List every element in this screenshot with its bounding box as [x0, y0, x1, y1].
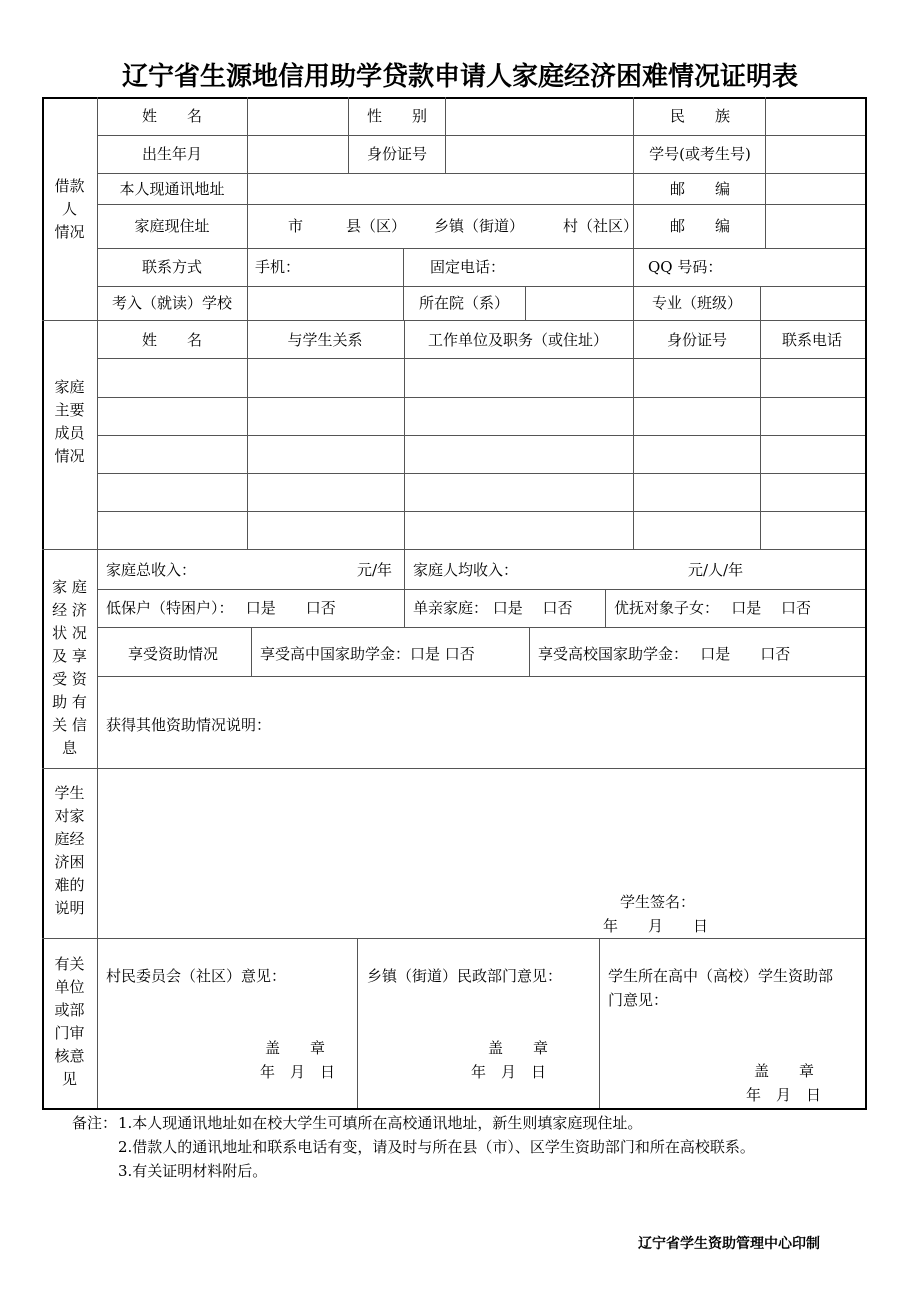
member-name-field[interactable]	[98, 436, 246, 472]
member-relation-field[interactable]	[248, 436, 403, 472]
member-name-field[interactable]	[98, 512, 246, 548]
label-other-aid: 获得其他资助情况说明：	[106, 716, 272, 734]
family-header-relation: 与学生关系	[287, 331, 363, 349]
member-work-field[interactable]	[405, 398, 632, 434]
table-rule	[42, 768, 865, 769]
ethnicity-field[interactable]	[766, 98, 864, 134]
label-avg-income: 家庭人均收入：	[413, 561, 519, 579]
table-rule	[97, 286, 865, 287]
avg-income-unit: 元/人/年	[688, 561, 744, 579]
member-name-field[interactable]	[98, 359, 246, 396]
label-postcode: 邮 编	[669, 180, 731, 198]
member-phone-field[interactable]	[761, 474, 864, 510]
member-phone-field[interactable]	[761, 512, 864, 548]
section-label-economy: 家 庭 经 济 状 况 及 享 受 资 助 有 关 信 息	[52, 578, 87, 757]
label-name: 姓 名	[141, 107, 203, 125]
label-birth: 出生年月	[141, 145, 203, 163]
statement-field[interactable]	[100, 772, 860, 882]
table-rule	[404, 549, 405, 627]
label-home: 家庭现住址	[134, 217, 210, 235]
member-id-field[interactable]	[634, 436, 759, 472]
home-county: 县（区）	[346, 217, 407, 235]
note-item-3: 3.有关证明材料附后。	[118, 1162, 268, 1180]
label-school-opinion-2: 门意见：	[608, 991, 669, 1009]
label-contact: 联系方式	[141, 258, 203, 276]
table-rule	[97, 204, 865, 205]
section-label-statement: 学生 对家 庭经 济困 难的 说明	[54, 784, 85, 917]
label-school-opinion: 学生所在高中（高校）学生资助部	[608, 967, 834, 985]
postcode-2-field[interactable]	[766, 205, 864, 247]
town-seal: 盖 章	[488, 1039, 549, 1057]
table-rule	[97, 248, 865, 249]
birth-field[interactable]	[248, 136, 347, 172]
village-date: 年 月 日	[260, 1063, 336, 1081]
member-phone-field[interactable]	[761, 436, 864, 472]
table-rule	[403, 248, 404, 286]
table-rule	[97, 676, 865, 677]
member-id-field[interactable]	[634, 359, 759, 396]
note-item-1: 1.本人现通讯地址如在校大学生可填所在高校通讯地址，新生则填家庭现住址。	[118, 1114, 643, 1132]
table-rule	[605, 589, 606, 627]
label-major: 专业（班级）	[651, 294, 743, 312]
address-field[interactable]	[248, 174, 632, 203]
other-aid-field[interactable]	[300, 680, 860, 764]
university-aid-checkbox[interactable]: 享受高校国家助学金： 口是 口否	[538, 645, 791, 663]
note-item-2: 2.借款人的通讯地址和联系电话有变，请及时与所在县（市）、区学生资助部门和所在高校联系。	[118, 1138, 755, 1156]
label-aid: 享受资助情况	[127, 645, 219, 663]
member-phone-field[interactable]	[761, 359, 864, 396]
member-name-field[interactable]	[98, 398, 246, 434]
school-date: 年 月 日	[746, 1086, 822, 1104]
table-rule	[357, 938, 358, 1108]
table-rule	[348, 97, 349, 173]
member-work-field[interactable]	[405, 359, 632, 396]
single-parent-checkbox[interactable]: 单亲家庭： 口是 口否	[413, 599, 573, 617]
label-town-opinion: 乡镇（街道）民政部门意见：	[367, 967, 563, 985]
landline-field[interactable]: 固定电话：	[430, 258, 506, 276]
family-header-id: 身份证号	[666, 331, 728, 349]
qq-field[interactable]: QQ 号码：	[648, 258, 723, 276]
table-rule	[42, 549, 865, 550]
family-header-name: 姓 名	[141, 331, 203, 349]
preferential-checkbox[interactable]: 优抚对象子女： 口是 口否	[614, 599, 812, 617]
table-rule	[633, 286, 634, 320]
family-header-phone: 联系电话	[781, 331, 843, 349]
town-date: 年 月 日	[471, 1063, 547, 1081]
table-rule	[633, 248, 634, 286]
table-rule	[97, 627, 865, 628]
label-college: 所在院（系）	[418, 294, 510, 312]
village-seal: 盖 章	[265, 1039, 326, 1057]
family-header-work: 工作单位及职务（或住址）	[427, 331, 609, 349]
table-rule	[251, 627, 252, 676]
label-ethnicity: 民 族	[669, 107, 731, 125]
member-relation-field[interactable]	[248, 512, 403, 548]
mobile-field[interactable]: 手机：	[255, 258, 301, 276]
table-rule	[633, 173, 634, 248]
member-work-field[interactable]	[405, 512, 632, 548]
member-relation-field[interactable]	[248, 398, 403, 434]
form-title: 辽宁省生源地信用助学贷款申请人家庭经济困难情况证明表	[121, 62, 798, 92]
student-no-field[interactable]	[766, 136, 864, 172]
label-school: 考入（就读）学校	[111, 294, 233, 312]
member-work-field[interactable]	[405, 436, 632, 472]
home-town: 乡镇（街道）	[434, 217, 525, 235]
table-rule	[529, 627, 530, 676]
label-student-no: 学号(或考生号)	[649, 145, 751, 163]
member-work-field[interactable]	[405, 474, 632, 510]
member-phone-field[interactable]	[761, 398, 864, 434]
member-relation-field[interactable]	[248, 359, 403, 396]
low-income-checkbox[interactable]: 低保户（特困户）： 口是 口否	[106, 599, 336, 617]
id-field[interactable]	[446, 136, 632, 172]
label-postcode-2: 邮 编	[669, 217, 731, 235]
table-rule	[97, 589, 865, 590]
major-field[interactable]	[761, 287, 864, 319]
label-student-signature: 学生签名：	[620, 893, 696, 911]
table-rule	[599, 938, 600, 1108]
table-rule	[42, 938, 865, 939]
home-village: 村（社区）	[563, 217, 639, 235]
member-id-field[interactable]	[634, 512, 759, 548]
home-city: 市	[288, 217, 304, 235]
table-rule	[403, 286, 404, 320]
member-id-field[interactable]	[634, 398, 759, 434]
label-address: 本人现通讯地址	[119, 180, 225, 198]
total-income-unit: 元/年	[357, 561, 393, 579]
section-label-family: 家庭 主要 成员 情况	[54, 378, 85, 465]
label-gender: 性 别	[366, 107, 428, 125]
table-rule	[633, 97, 634, 173]
label-village-opinion: 村民委员会（社区）意见：	[106, 967, 287, 985]
member-id-field[interactable]	[634, 474, 759, 510]
printer-credit: 辽宁省学生资助管理中心印制	[638, 1236, 820, 1252]
table-rule	[42, 320, 865, 321]
college-field[interactable]	[526, 287, 632, 319]
table-rule	[247, 248, 248, 286]
label-id: 身份证号	[366, 145, 428, 163]
postcode-field[interactable]	[766, 174, 864, 203]
label-total-income: 家庭总收入：	[106, 561, 197, 579]
school-field[interactable]	[248, 287, 402, 319]
section-label-borrower: 借款 人 情况	[54, 177, 85, 241]
statement-date: 年 月 日	[603, 917, 709, 935]
section-label-review: 有关 单位 或部 门审 核意 见	[54, 955, 85, 1088]
gender-field[interactable]	[446, 98, 632, 134]
notes-label: 备注：	[72, 1114, 118, 1132]
name-field[interactable]	[248, 98, 347, 134]
member-name-field[interactable]	[98, 474, 246, 510]
member-relation-field[interactable]	[248, 474, 403, 510]
school-seal: 盖 章	[754, 1062, 815, 1080]
highschool-aid-checkbox[interactable]: 享受高中国家助学金：口是 口否	[260, 645, 475, 663]
